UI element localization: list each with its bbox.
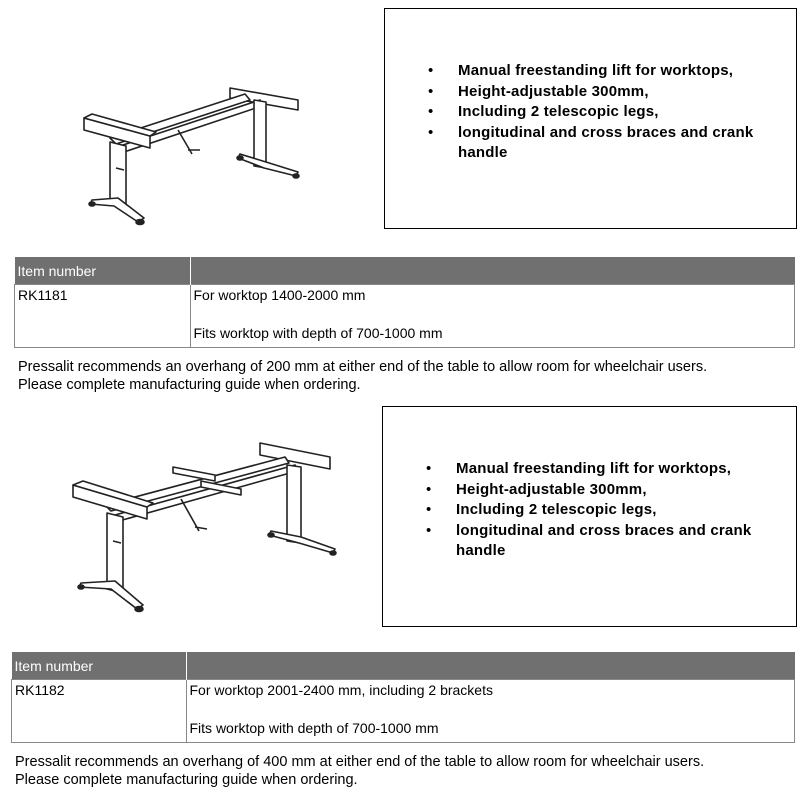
feature-item: • Height-adjustable 300mm, (383, 480, 796, 501)
description-line: Fits worktop with depth of 700-1000 mm (189, 720, 439, 736)
feature-item: • Manual freestanding lift for worktops, (383, 459, 796, 480)
table-frame-illustration-2 (65, 435, 355, 625)
telescopic-table-frame-icon (70, 70, 320, 240)
table-frame-illustration-1 (70, 70, 320, 240)
item-table-1 (14, 257, 795, 348)
table-header-row (15, 257, 795, 285)
description-line: Fits worktop with depth of 700-1000 mm (193, 325, 443, 341)
description-line: For worktop 1400-2000 mm (193, 287, 366, 303)
header-item-number: Item number (12, 652, 187, 680)
header-description (190, 257, 795, 285)
feature-item: • longitudinal and cross braces and crank handle (385, 123, 796, 164)
header-description (186, 652, 795, 680)
feature-item: • Manual freestanding lift for worktops, (385, 61, 796, 82)
note-line: Pressalit recommends an overhang of 200 mm at either end of the table to allow room for wheelchair users. (18, 359, 708, 375)
table-row (15, 285, 795, 348)
features-box-2 (382, 406, 797, 627)
features-list (383, 459, 796, 562)
description-cell (190, 285, 795, 348)
table-row (12, 680, 795, 743)
note-line: Pressalit recommends an overhang of 400 mm at either end of the table to allow room for wheelchair users. (15, 754, 705, 770)
note-line: Please complete manufacturing guide when ordering. (15, 772, 358, 788)
item-table-2 (11, 652, 795, 743)
header-item-number: Item number (15, 257, 191, 285)
telescopic-table-frame-with-brackets-icon (65, 435, 355, 625)
features-list (385, 61, 796, 164)
features-box-1 (384, 8, 797, 229)
note-line: Please complete manufacturing guide when ordering. (18, 377, 361, 393)
item-number-cell: RK1181 (15, 285, 191, 348)
item-number-cell: RK1182 (12, 680, 187, 743)
table-header-row (12, 652, 795, 680)
recommendation-note-2 (15, 753, 704, 789)
feature-item: • longitudinal and cross braces and crank handle (383, 521, 796, 562)
feature-item: • Height-adjustable 300mm, (385, 82, 796, 103)
description-line: For worktop 2001-2400 mm, including 2 brackets (189, 682, 493, 698)
description-cell (186, 680, 795, 743)
feature-item: • Including 2 telescopic legs, (383, 500, 796, 521)
feature-item: • Including 2 telescopic legs, (385, 102, 796, 123)
recommendation-note-1 (18, 358, 707, 394)
